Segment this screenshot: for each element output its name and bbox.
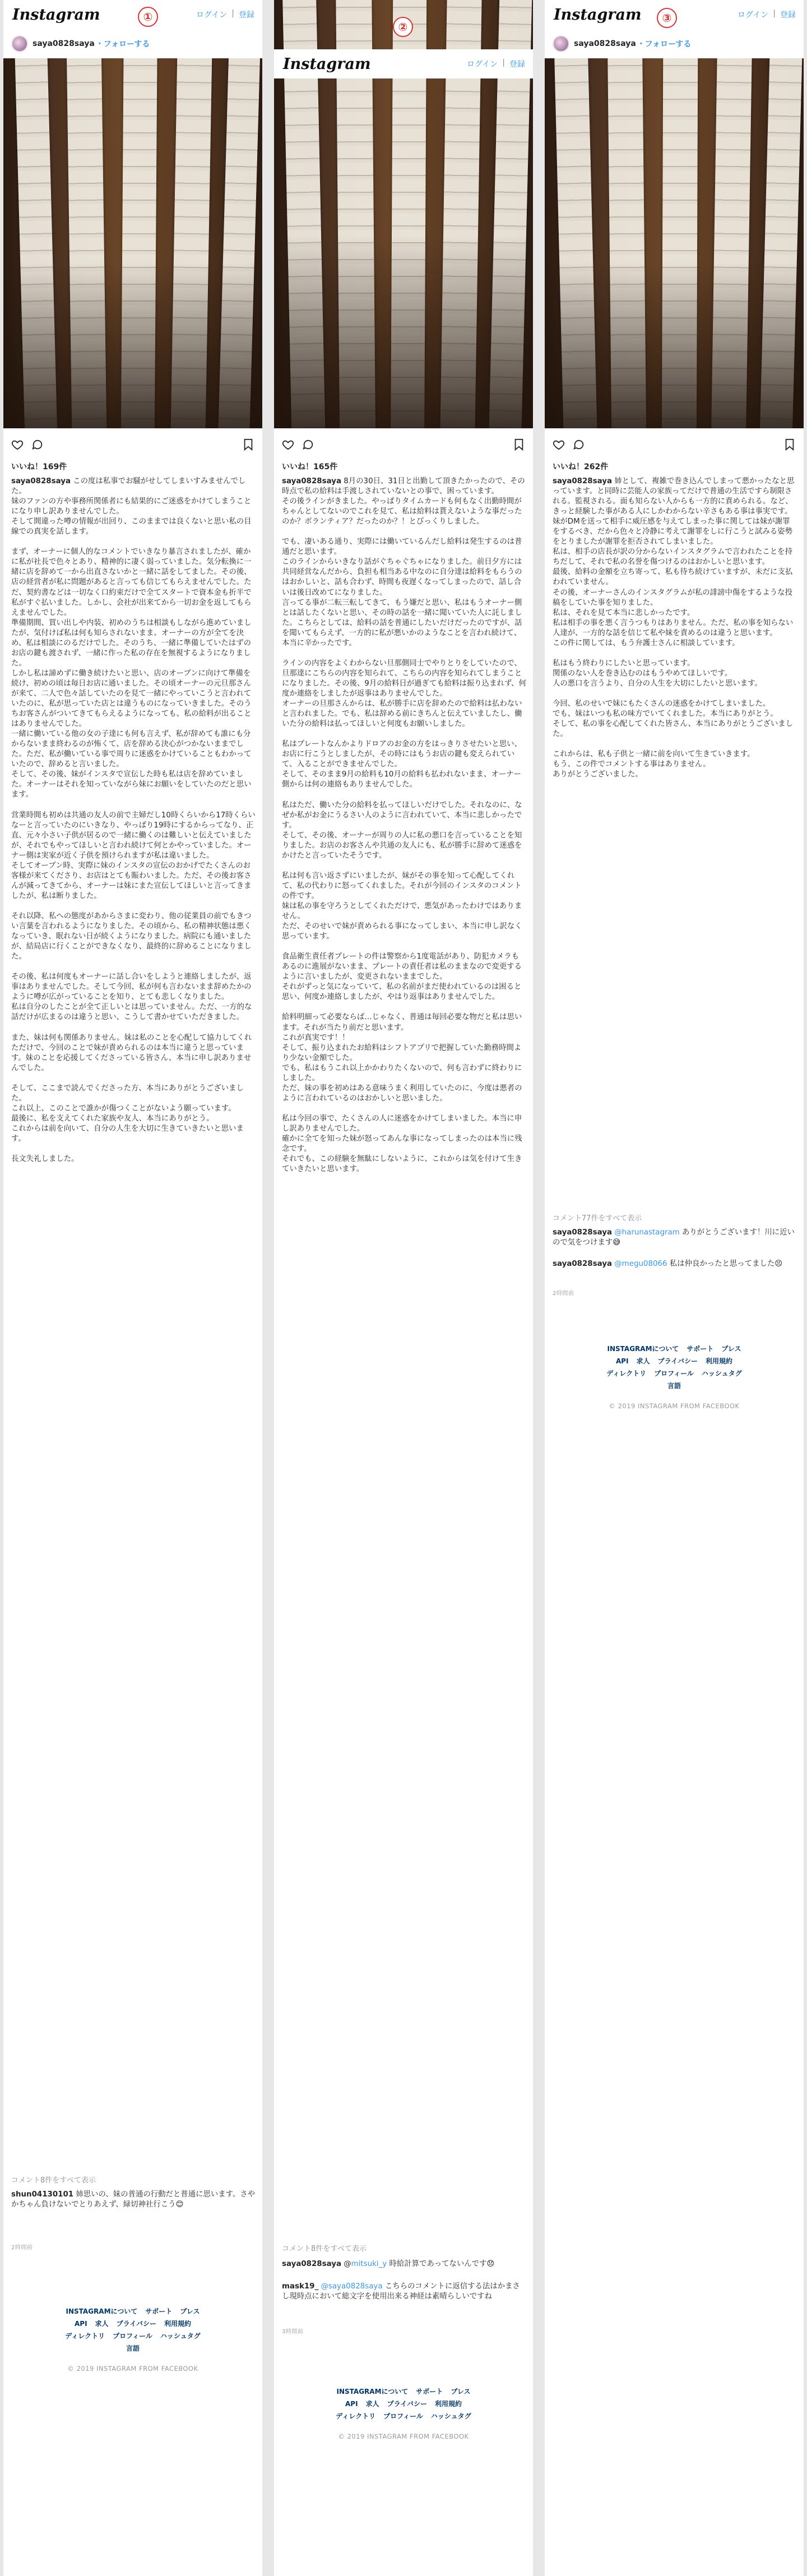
post-photo[interactable] bbox=[3, 58, 262, 428]
footer-link-press[interactable]: プレス bbox=[180, 2307, 200, 2315]
signup-link[interactable]: 登録 bbox=[780, 11, 796, 20]
follow-button[interactable]: ・フォローする bbox=[637, 40, 692, 49]
post-column-1 bbox=[3, 0, 262, 2576]
footer-link-support[interactable]: サポート bbox=[145, 2307, 173, 2315]
heart-icon[interactable] bbox=[11, 438, 24, 451]
post-header bbox=[545, 33, 804, 55]
copyright: © 2019 INSTAGRAM FROM FACEBOOK bbox=[609, 1402, 740, 1410]
heart-icon[interactable] bbox=[282, 438, 294, 451]
view-all-comments-link[interactable]: コメント8件をすべて表示 bbox=[11, 2176, 96, 2185]
footer-link-terms[interactable]: 利用規約 bbox=[705, 1357, 732, 1365]
like-count[interactable]: いいね！165件 bbox=[282, 463, 338, 471]
comment-mention[interactable]: mitsuki_y bbox=[351, 2260, 387, 2268]
footer-link-about[interactable]: INSTAGRAMについて bbox=[336, 2388, 409, 2395]
post-timestamp[interactable]: 2時間前 bbox=[553, 1291, 574, 1297]
post-column-2 bbox=[274, 0, 533, 2576]
footer-link-terms[interactable]: 利用規約 bbox=[164, 2320, 191, 2328]
comment-mention[interactable]: @saya0828saya bbox=[321, 2282, 383, 2291]
like-count[interactable]: いいね！169件 bbox=[11, 463, 67, 471]
footer-link-press[interactable]: プレス bbox=[451, 2388, 471, 2395]
bookmark-icon[interactable] bbox=[783, 438, 796, 451]
comment-text: 時給計算であってないんです😞 bbox=[387, 2260, 495, 2268]
footer-link-hashtags[interactable]: ハッシュタグ bbox=[701, 1370, 742, 1377]
comment bbox=[282, 2282, 526, 2302]
footer-link-jobs[interactable]: 求人 bbox=[365, 2400, 379, 2408]
top-nav bbox=[3, 0, 262, 29]
comment-icon[interactable] bbox=[302, 438, 314, 451]
nav-separator: | bbox=[231, 9, 234, 18]
comment-text: @ bbox=[341, 2260, 351, 2268]
footer-link-privacy[interactable]: プライバシー bbox=[387, 2400, 427, 2408]
footer-link-jobs[interactable]: 求人 bbox=[95, 2320, 109, 2328]
footer-link-api[interactable]: API bbox=[616, 1357, 629, 1365]
post-actions bbox=[274, 433, 533, 456]
footer-link-directory[interactable]: ディレクトリ bbox=[65, 2332, 105, 2340]
avatar[interactable] bbox=[11, 35, 28, 52]
footer bbox=[545, 1343, 804, 1412]
footer-link-hashtags[interactable]: ハッシュタグ bbox=[160, 2332, 201, 2340]
post-timestamp[interactable]: 3時間前 bbox=[282, 2329, 304, 2335]
instagram-logo[interactable]: Instagram bbox=[554, 6, 642, 24]
top-nav bbox=[274, 49, 533, 78]
post-username[interactable]: saya0828saya bbox=[574, 39, 636, 48]
footer-link-language[interactable]: 言語 bbox=[126, 2344, 140, 2352]
footer-link-language[interactable]: 言語 bbox=[667, 1382, 681, 1390]
comment-username[interactable]: saya0828saya bbox=[553, 1228, 612, 1237]
footer-link-about[interactable]: INSTAGRAMについて bbox=[607, 1345, 679, 1353]
caption-username[interactable]: saya0828saya bbox=[282, 477, 341, 485]
caption-username[interactable]: saya0828saya bbox=[553, 477, 612, 485]
post-caption bbox=[553, 477, 797, 1205]
login-link[interactable]: ログイン bbox=[466, 60, 498, 69]
post-caption bbox=[11, 477, 256, 2164]
footer bbox=[3, 2305, 262, 2375]
instagram-logo[interactable]: Instagram bbox=[12, 6, 100, 24]
footer-link-directory[interactable]: ディレクトリ bbox=[606, 1370, 647, 1377]
post-header bbox=[3, 33, 262, 55]
caption-text: 姉として、複雑で巻き込んでしまって悪かったなと思っています。と同時に芸能人の家族ってだけで普通の生活ですら制限される。監視される。面も知らない人からも一方的に責められる。など、きっと経験した事がある人にしかわからない辛さもある事は事実です。 妹がDMを送って相手に威圧感を与えてしまった事に関しては妹が謝罪をするべき、だから色々と冷静に考えて謝罪をしに行こうと試みる姿勢をとりましたが謝罪を拒否されてしまいました。 私は、相手の店長が訳の分からないインスタグラムで言われたことを持ちだして、それで私の名誉を傷つけるのはおかしいと思います。 最後、給料の金額を立ち寄って、私も待ち続けていますが、未だに支払われていません。 その後、オーナーさんのインスタグラムが私の誹謗中傷をするような投稿をしていた事を知りました。 私は、それを見て本当に悲しかったです。 私は相手の事を悪く言うつもりはありません。ただ、私の事を知らない人達が、一方的な話を信じて私や妹を責めるのは違うと思います。 この件に関しては、もう弁護士さんに相談しています。 私はもう終わりにしたいと思っています。 関係のない人を巻き込むのはもうやめてほしいです。 人の悪口を言うより、自分の人生を大切にしたいと思います。 今回、私のせいで妹にもたくさんの迷惑をかけてしまいました。 でも、妹はいつも私の味方でいてくれました。本当にありがとう。 そして、私の事を心配してくれた皆さん、本当にありがとうございました。 これからは、私も子供と一緒に前を向いて生きていきます。 もう、この件でコメントする事はありません。 ありがとうございました。 bbox=[553, 477, 795, 779]
heart-icon[interactable] bbox=[553, 438, 565, 451]
post-actions bbox=[545, 433, 804, 456]
caption-text: 8月の30日、31日と出勤して頂きたかったので、その時点で私の給料は手渡しされていないとの事で、困っています。 その後ラインがきました。やっぱりタイムカードも何もなく出勤時間がちゃんとしてないのでこれを見て、私は給料は貰えないような事だったのか？ボランティア？だったのか？！とびっくりしました。 でも、凄いある通り、実際には働いているんだし給料は発生するのは普通だと思います。 このラインからいきなり話がぐちゃぐちゃになりました。前日夕方には共同経営なんだから、負担も相当ある中なのに自分達は給料をもらうのはおかしいと、話も合わず、時間も夜遅くなってしまったので、話し合いは後日改めてになりました。 言ってる事が二転三転してきて、もう嫌だと思い、私はもうオーナー側とは話したくないと思い、その時の話を一緒に聞いていた人に託しました。こちらとしては、給料の話を普通にしたいだけだったのですが、話を聞いてもらえず、一方的に私が悪いかのようなことを言われ続けて、本当に辛かったです。 ラインの内容をよくわからない旦那側同士でやりとりをしていたので、旦那達にこちらの内容を知られて、こちらの内容を知られてしまうことになりました。その後、9月の給料日が過ぎても給料は振り込まれず、何度か連絡をしましたが返事はありませんでした。 オーナーの旦那さんからは、私が勝手に店を辞めたので給料は払わないと言われました。でも、私は辞める前にきちんと伝えていましたし、働いた分の給料は払ってほしいと何度もお願いしました。 私はプレートなんかよりドロアのお金の方をはっきりさせたいと思い、お店に行こうとしましたが、その時にはもうお店の鍵も変えられていて、入ることができませんでした。 そして、そのまま9月の給料も10月の給料も払われないまま、オーナー側からは何の連絡もありませんでした。 私はただ、働いた分の給料を払ってほしいだけでした。それなのに、なぜか私がお金にうるさい人のように言われていて、本当に悲しかったです。 そして、その後、オーナーが周りの人に私の悪口を言っていることを知りました。お店のお客さんや共通の友人にも、私が勝手に辞めて迷惑をかけたと言っていたそうです。 私は何も言い返さずにいましたが、妹がその事を知って心配してくれて、私の代わりに怒ってくれました。それが今回のインスタのコメントの件です。 妹は私の事を守ろうとしてくれただけで、悪気があったわけではありません。 ただ、そのせいで妹が責められる事になってしまい、本当に申し訳なく思っています。 食品衛生責任者プレートの件は警察から1度電話があり、防犯カメラもあるのに進展がないまま、プレートの責任者は私のままなので変更するように言いましたが、変更されないままでした。 それがずっと気になっていて、私の名前がまだ使われているのは困ると思い、何度か連絡しましたが、やはり返事はありませんでした。 給料明細って必要ならば…じゃなく、普通は毎回必要な物だと私は思います。それが当たり前だと思います。 これが真実です！！ そして、振り込まれたお給料はシフトアプリで把握していた勤務時間より少ない金額でした。 でも、私はもうこれ以上かかわりたくないので、何も言わずに終わりにしました。 ただ、妹の事を初めはある意味うまく利用していたのに、今度は悪者のように言われているのはおかしいと思いました。 私は今回の事で、たくさんの人に迷惑をかけてしまいました。本当に申し訳ありませんでした。 確かに全てを知った妹が怒ってあんな事になってしまったのは本当に残念です。 それでも、この経験を無駄にしないように、これからは気を付けて生きていきたいと思います。 bbox=[282, 477, 526, 1174]
avatar[interactable] bbox=[553, 35, 569, 52]
comment-icon[interactable] bbox=[31, 438, 44, 451]
post-username[interactable]: saya0828saya bbox=[33, 39, 95, 48]
nav-separator: | bbox=[502, 58, 505, 67]
comment-mention[interactable]: @megu08066 bbox=[614, 1260, 667, 1268]
login-link[interactable]: ログイン bbox=[196, 11, 228, 20]
comment-text: こちらのコメントに返信する法はかまさし現時点において総文字を使用出来る神経は素晴らしいですね bbox=[282, 2282, 520, 2301]
like-count[interactable]: いいね！262件 bbox=[553, 463, 609, 471]
comment-username[interactable]: saya0828saya bbox=[553, 1260, 612, 1268]
post-actions bbox=[3, 433, 262, 456]
post-column-3 bbox=[545, 0, 804, 2576]
view-all-comments-link[interactable]: コメント77件をすべて表示 bbox=[553, 1214, 642, 1223]
footer-link-press[interactable]: プレス bbox=[721, 1345, 741, 1353]
footer-link-support[interactable]: サポート bbox=[416, 2388, 443, 2395]
caption-text: この度は私事でお騒がせしてしまいすみませんでした。 妹のファンの方や事務所関係者にも結果的にご迷惑をかけてしまうことになり申し訳ありませんでした。 そして間違った噂の情報が出回り、このままでは良くないと思い私の目線での真実を話します。 まず、オーナーに個人的なコメントでいきなり暴言されましたが、確かに私が社長で色々とあり、精神的に凄く弱っていました。気分転換に一緒に店を辞めて一から出直さないかと一緒に話をしてました。その後、店の経営者が私に問題があると言っても信じてもらえませんでした。ただ、契約書などは一切なく口約束だけで全てスタートで資本金も折半で私がすぐ払いました。しかし、会社が出来てから一切お金を返してもらえませんでした。 準備期間、買い出しや内装、初めのうちは相談もしながら進めていましたが、気付けば私は何も知らされないまま。オーナーの方が全てを決め、私は相談にのるだけでした。そのうち、一緒に準備していたはずのお店の鍵も渡されず、一緒に作った私の存在を無視するようになりました。 しかし私は諦めずに働き続けたいと思い、店のオープンに向けて準備を続け、初めの頃は毎日お店に通いました。その頃オーナーの元旦那さんが来て、二人で色々話していたのを見て一緒にやっていこうと言われていたのに、私が思っていた店とは違うものになっていきました。そのうちお客さんがついてきてもらえるようになっても、私の給料が出ることはありませんでした。 一緒に働いている他の女の子達にも何も言えず、私が辞めても誰にも分からないまま終わるのが怖くて、店を辞める決心がつかないままでした。ただ、私が働いている事で周りに迷惑をかけていることもわかっていたので、辞めると言いました。 そして、その後、妹がインスタで宣伝した時も私は店を辞めていました。オーナーはそれを知っていながら妹にお願いをしていたのだと思います。 営業時間も初めは共通の友人の前で主婦だし10時くらいから17時くらいなーと言っていたのにいきなり、やっぱり19時にするからってなり、正直、元々小さい子供が居るので一緒に働くのは難しいと伝えていましたが、それでもやってほしいと言われ続けて何とかやっていました。オーナー側は実家が近く子供を預けられますが私は違いました。 そしてオープン時、実際に妹のインスタの宣伝のおかげでたくさんのお客様が来てくださり、お店はとても賑わいました。ただ、その後お客さんが減ってきてから、オーナーは妹にまた宣伝してほしいと言ってきましたが、私は断りました。 それ以降、私への態度があからさまに変わり、他の従業員の前でもきつい言葉を言われるようになりました。その頃から、私の精神状態は悪くなっていき、眠れない日が続くようになりました。病院にも通いましたが、結局店に行くことができなくなり、最終的に辞めることになりました。 その後、私は何度もオーナーに話し合いをしようと連絡しましたが、返事はありませんでした。そして今回、私が何も言わないまま辞めたかのように噂が広がっていることを知り、とても悲しくなりました。 私は自分のしたことが全て正しいとは思っていません。ただ、一方的な話だけが広まるのは違うと思い、こうして書かせていただきました。 また、妹は何も関係ありません。妹は私のことを心配して協力してくれただけで、今回のことで妹が責められるのは本当に違うと思っています。妹のことを応援してくださっている皆さん、本当に申し訳ありませんでした。 そして、ここまで読んでくださった方、本当にありがとうございました。 これ以上、このことで誰かが傷つくことがないよう願っています。 最後に、私を支えてくれた家族や友人、本当にありがとう。 これからは前を向いて、自分の人生を大切に生きていきたいと思います。 長文失礼しました。 bbox=[11, 477, 256, 1164]
comment bbox=[282, 2259, 526, 2269]
comment-username[interactable]: saya0828saya bbox=[282, 2260, 341, 2268]
follow-button[interactable]: ・フォローする bbox=[95, 40, 150, 49]
footer-link-privacy[interactable]: プライバシー bbox=[657, 1357, 698, 1365]
post-photo[interactable] bbox=[545, 58, 804, 428]
copyright: © 2019 INSTAGRAM FROM FACEBOOK bbox=[67, 2365, 198, 2372]
panel-number-marker: ② bbox=[393, 17, 413, 37]
footer-link-support[interactable]: サポート bbox=[687, 1345, 714, 1353]
comment-mention[interactable]: @harunastagram bbox=[614, 1228, 680, 1237]
footer-link-terms[interactable]: 利用規約 bbox=[434, 2400, 462, 2408]
comment-text: ありがとうございます！川に近いので気をつけます😅 bbox=[553, 1228, 795, 1247]
comment bbox=[553, 1259, 797, 1269]
panel-number-marker: ③ bbox=[657, 8, 677, 28]
footer-link-hashtags[interactable]: ハッシュタグ bbox=[430, 2412, 471, 2420]
footer-link-profiles[interactable]: プロフィール bbox=[383, 2412, 423, 2420]
comment-username[interactable]: mask19_ bbox=[282, 2282, 319, 2291]
comment-username[interactable]: shun04130101 bbox=[11, 2190, 74, 2199]
comment-text: 私は仲良かったと思ってました😣 bbox=[667, 1260, 783, 1268]
bookmark-icon[interactable] bbox=[242, 438, 254, 451]
copyright: © 2019 INSTAGRAM FROM FACEBOOK bbox=[338, 2432, 469, 2440]
signup-link[interactable]: 登録 bbox=[509, 60, 525, 69]
comment-icon[interactable] bbox=[573, 438, 585, 451]
footer-link-directory[interactable]: ディレクトリ bbox=[336, 2412, 376, 2420]
login-link[interactable]: ログイン bbox=[737, 11, 769, 20]
comment-text: 姉思いの、妹の普通の行動だと普通に思います。さやかちゃん負けないでとりあえず、緑切神社行こう😊 bbox=[11, 2190, 256, 2209]
comment bbox=[11, 2190, 256, 2210]
footer-link-privacy[interactable]: プライバシー bbox=[116, 2320, 156, 2328]
comment bbox=[553, 1228, 797, 1248]
nav-separator: | bbox=[773, 9, 776, 18]
footer-link-about[interactable]: INSTAGRAMについて bbox=[66, 2307, 138, 2315]
signup-link[interactable]: 登録 bbox=[239, 11, 254, 20]
footer-link-profiles[interactable]: プロフィール bbox=[654, 1370, 694, 1377]
panel-number-marker: ① bbox=[138, 7, 158, 27]
footer-link-jobs[interactable]: 求人 bbox=[636, 1357, 650, 1365]
caption-username[interactable]: saya0828saya bbox=[11, 477, 71, 485]
footer-link-api[interactable]: API bbox=[75, 2320, 87, 2328]
footer bbox=[274, 2385, 533, 2443]
instagram-logo[interactable]: Instagram bbox=[283, 55, 371, 73]
view-all-comments-link[interactable]: コメント8件をすべて表示 bbox=[282, 2245, 367, 2253]
post-caption bbox=[282, 477, 526, 2231]
footer-link-api[interactable]: API bbox=[345, 2400, 358, 2408]
post-timestamp[interactable]: 2時間前 bbox=[11, 2245, 33, 2251]
bookmark-icon[interactable] bbox=[513, 438, 525, 451]
footer-link-profiles[interactable]: プロフィール bbox=[113, 2332, 152, 2340]
